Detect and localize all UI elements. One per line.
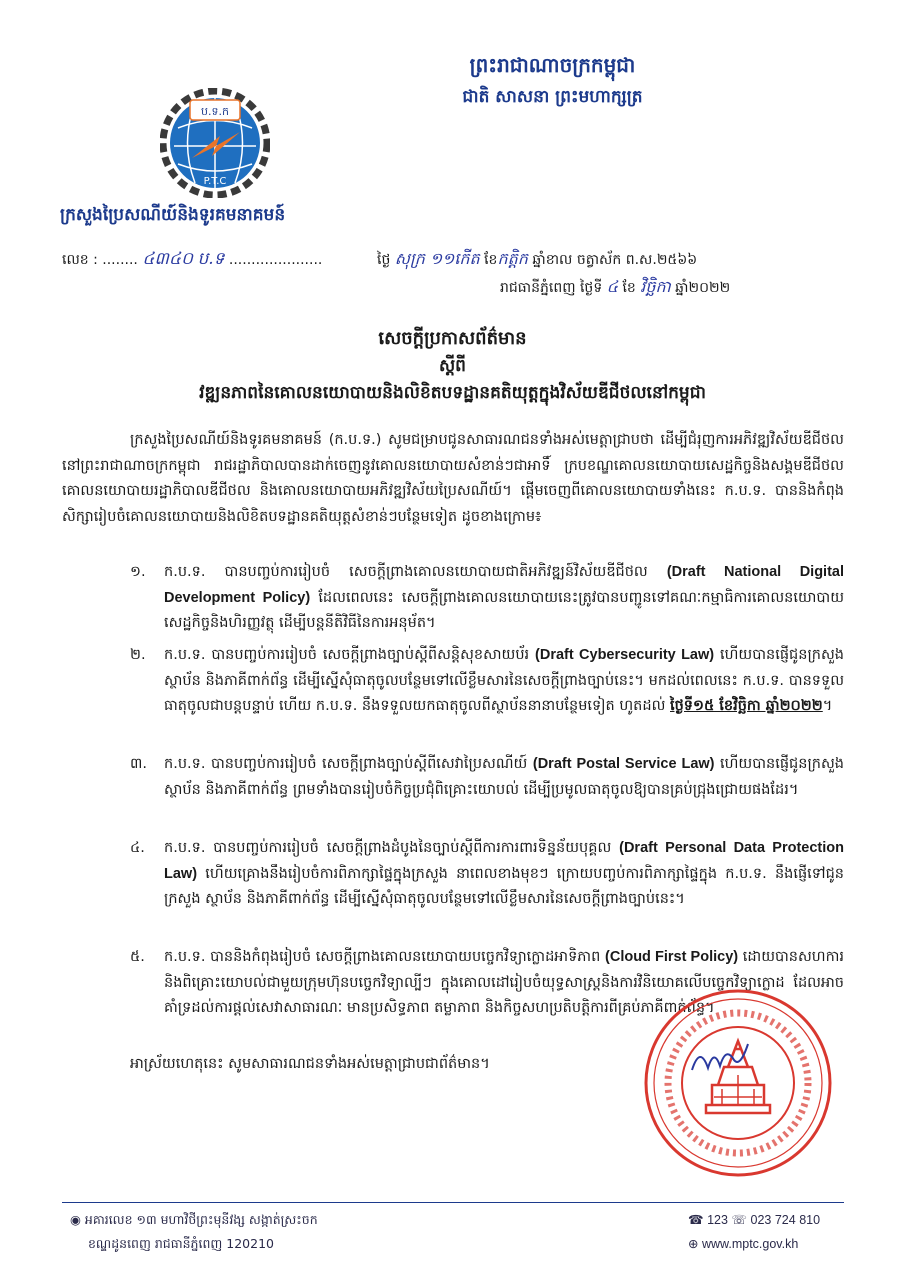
item-number: ២. xyxy=(130,647,146,663)
footer-address-line1 xyxy=(70,1212,318,1231)
lunar-month-label: ខែ xyxy=(484,252,498,268)
item-text-a: ក.ប.ទ. បានបញ្ចប់ការរៀបចំ សេចក្ដីព្រាងដំបូងនៃច្បាប់ស្ដីពីការការពារទិន្នន័យបុគ្គល xyxy=(164,840,612,856)
kingdom-heading: ព្រះរាជាណាចក្រកម្ពុជា xyxy=(469,53,636,77)
footer-phone xyxy=(688,1212,820,1227)
reference-suffix: ប.ទ xyxy=(197,249,225,269)
item-number: ៥. xyxy=(130,949,145,965)
logo-bottom-text: P.T.C xyxy=(203,176,227,187)
footer-address-line2: ខណ្ឌដូនពេញ រាជធានីភ្នំពេញ 120210 xyxy=(88,1236,274,1251)
footer-website[interactable] xyxy=(688,1236,798,1251)
reference-number-line xyxy=(62,248,322,273)
solar-day-handwritten: ៤ xyxy=(606,277,618,296)
ministry-logo xyxy=(160,88,270,198)
reference-label: លេខ : xyxy=(62,252,98,268)
item-english-title: (Cloud First Policy) xyxy=(605,949,739,965)
item-number: ៣. xyxy=(130,756,147,772)
item-text-a: ក.ប.ទ. បានបញ្ចប់ការរៀបចំ សេចក្ដីព្រាងគោលនយោបាយជាតិអភិវឌ្ឍន៍វិស័យឌីជីថល xyxy=(164,564,648,580)
solar-month-handwritten: វិច្ឆិកា xyxy=(640,277,671,296)
signature-mark xyxy=(690,1040,750,1080)
item-english-title: (Draft Cybersecurity Law) xyxy=(535,647,715,663)
location-pin-icon: ◉ xyxy=(70,1212,81,1227)
lunar-day-handwritten: សុក្រ ១១កើត xyxy=(394,249,480,268)
lunar-date-line xyxy=(377,248,697,272)
list-item xyxy=(130,752,844,803)
hotline-icon: ☎ xyxy=(688,1213,704,1227)
document-title: សេចក្ដីប្រកាសព័ត៌មាន xyxy=(378,328,527,349)
deadline-highlight: ថ្ងៃទី១៥ ខែវិច្ឆិកា ឆ្នាំ២០២២ xyxy=(670,698,823,714)
reference-dots: ........ xyxy=(102,252,138,268)
item-text-a: ក.ប.ទ. បានបញ្ចប់ការរៀបចំ សេចក្ដីព្រាងច្បាប់ស្ដីពីសន្តិសុខសាយប័រ xyxy=(164,647,530,663)
official-seal xyxy=(640,985,836,1181)
website-link[interactable]: www.mptc.gov.kh xyxy=(701,1237,799,1251)
national-motto: ជាតិ សាសនា ព្រះមហាក្សត្រ xyxy=(462,87,643,107)
solar-date-prefix: រាជធានីភ្នំពេញ ថ្ងៃទី xyxy=(500,280,603,296)
list-item xyxy=(130,560,844,637)
item-english-title: (Draft Personal Data Protection Law) xyxy=(164,840,844,882)
lunar-day-label: ថ្ងៃ xyxy=(377,252,391,268)
logo-top-text: ប.ទ.ក xyxy=(201,105,229,118)
hotline-number: 123 xyxy=(707,1213,728,1227)
list-item: ២. ក.ប.ទ. បានបញ្ចប់ការរៀបចំ សេចក្ដីព្រាងច្បាប់ស្ដីពីសន្តិសុខសាយប័រ (Draft Cybersecurity Law) ហើយបានផ្ញើជូនក្រសួង ស្ថាប័ន និងភាគីពាក់ព័ន្ធ ដើម្បីស្នើសុំធាតុចូលបន្ថែមទៅលើខ្លឹមសារនៃសេចក្ដីព្រាងច្បាប់នេះ។ មកដល់ពេលនេះ ក.ប.ទ. បានទទួលធាតុចូលជាបន្តបន្ទាប់ ហើយ ក.ប.ទ. នឹងទទួលយកធាតុចូលពីស្ថាប័ននានាបន្ថែមទៀត ហូតដល់ ថ្ងៃទី១៥ ខែវិច្ឆិកា ឆ្នាំ២០២២។ xyxy=(130,643,844,720)
item-english-title: (Draft Postal Service Law) xyxy=(532,756,715,772)
reference-number: ៤៣៤០ xyxy=(142,249,193,269)
item-text-b: ហើយគ្រោងនឹងរៀបចំការពិភាក្សាផ្ទៃក្នុងក្រសួង នាពេលខាងមុខៗ ក្រោយបញ្ចប់ការពិភាក្សាផ្ទៃក្នុង ក.ប.ទ. នឹងផ្ញើទៅជូនក្រសួង ស្ថាប័ន និងភាគីពាក់ព័ន្ធ ដើម្បីស្នើសុំធាតុចូលបន្ថែមទៅលើខ្លឹមសារនៃសេចក្ដីព្រាងច្បាប់នេះ។ xyxy=(164,865,844,907)
item-text-b: ដោយបានសហការនិងពិគ្រោះយោបល់ជាមួយក្រុមហ៊ុនបច្ចេកវិទ្យាល្បីៗ ក្នុងគោលដៅរៀបចំយុទ្ធសាស្ត្រនិងការវិនិយោគលើបច្ចេកវិទ្យាក្លោដ ដែលអាចគាំទ្រដល់ការផ្ដល់សេវាសាធារណៈ មានប្រសិទ្ធភាព តម្លាភាព និងកិច្ចសហប្រតិបត្តិការពីគ្រប់ភាគីពាក់ព័ន្ធ។ xyxy=(164,949,845,1016)
item-text-b: ដែលពេលនេះ សេចក្ដីព្រាងគោលនយោបាយនេះត្រូវបានបញ្ជូនទៅគណៈកម្មាធិការគោលនយោបាយសេដ្ឋកិច្ចនិងហិរញ្ញវត្ថុ ដើម្បីបន្តនីតិវិធីនៃការអនុម័ត។ xyxy=(164,589,844,631)
item-number: ៤. xyxy=(130,840,145,856)
globe-icon: ⊕ xyxy=(688,1237,699,1251)
item-text-b: ហើយបានផ្ញើជូនក្រសួង ស្ថាប័ន និងភាគីពាក់ព័ន្ធ ដើម្បីស្នើសុំធាតុចូលបន្ថែមទៅលើខ្លឹមសារនៃសេចក្ដីព្រាងច្បាប់នេះ។ មកដល់ពេលនេះ ក.ប.ទ. បានទទួលធាតុចូលជាបន្តបន្ទាប់ ហើយ ក.ប.ទ. នឹងទទួលយកធាតុចូលពីស្ថាប័ននានាបន្ថែមទៀត ហូតដល់ xyxy=(164,647,844,714)
closing-statement: អាស្រ័យហេតុនេះ សូមសាធារណជនទាំងអស់មេត្តាជ្រាបជាព័ត៌មាន។ xyxy=(130,1056,490,1072)
lunar-year: ឆ្នាំខាល ចត្វាស័ក ព.ស.២៥៦៦ xyxy=(532,252,698,268)
footer-divider xyxy=(62,1202,844,1203)
item-english-title: (Draft National Digital Development Policy) xyxy=(164,564,845,606)
lunar-month-handwritten: កត្តិក xyxy=(497,249,528,268)
phone-icon: ☏ xyxy=(731,1213,748,1227)
document-subtitle-prefix: ស្ដីពី xyxy=(439,356,466,376)
solar-year: ឆ្នាំ២០២២ xyxy=(675,280,731,296)
item-text-b: ហើយបានផ្ញើជូនក្រសួង ស្ថាប័ន និងភាគីពាក់ព័ន្ធ ព្រមទាំងបានរៀបចំកិច្ចប្រជុំពិគ្រោះយោបល់ ដើម្បីប្រមូលធាតុចូលឱ្យបានគ្រប់ជ្រុងជ្រោយផងដែរ។ xyxy=(164,756,844,798)
solar-month-label: ខែ xyxy=(622,280,636,296)
list-item xyxy=(130,836,844,913)
item-text-a: ក.ប.ទ. បានបញ្ចប់ការរៀបចំ សេចក្ដីព្រាងច្បាប់ស្ដីពីសេវាប្រៃសណីយ៍ xyxy=(164,756,528,772)
reference-dots-after: ..................... xyxy=(228,252,323,268)
ministry-name: ក្រសួងប្រៃសណីយ៍និងទូរគមនាគមន៍ xyxy=(60,205,286,225)
solar-date-line xyxy=(500,276,730,300)
intro-paragraph: ក្រសួងប្រៃសណីយ៍និងទូរគមនាគមន៍ (ក.ប.ទ.) សូមជម្រាបជូនសាធារណជនទាំងអស់មេត្តាជ្រាបថា ដើម្បីជំរុញការអភិវឌ្ឍវិស័យឌីជីថលនៅព្រះរាជាណាចក្រកម្ពុជា រាជរដ្ឋាភិបាលបានដាក់ចេញនូវគោលនយោបាយសំខាន់ៗជាអាទិ៍ ក្របខណ្ឌគោលនយោបាយសេដ្ឋកិច្ចនិងសង្គមឌីជីថល គោលនយោបាយរដ្ឋាភិបាលឌីជីថល និងគោលនយោបាយអភិវឌ្ឍវិស័យប្រៃសណីយ៍។ ផ្ដើមចេញពីគោលនយោបាយទាំងនេះ ក.ប.ទ. បាននិងកំពុងសិក្សារៀបចំគោលនយោបាយនិងលិខិតបទដ្ឋានគតិយុត្តសំខាន់ៗបន្ថែមទៀត ដូចខាងក្រោម៖ xyxy=(62,432,844,525)
address-line1-text: អគារលេខ ១៣ មហាវិថីព្រះមុនីវង្ស សង្កាត់ស្រះចក xyxy=(84,1212,318,1227)
document-subject: វឌ្ឍនភាពនៃគោលនយោបាយនិងលិខិតបទដ្ឋានគតិយុត្តក្នុងវិស័យឌីជីថលនៅកម្ពុជា xyxy=(199,383,706,403)
item-text-a: ក.ប.ទ. បាននិងកំពុងរៀបចំ សេចក្ដីព្រាងគោលនយោបាយបច្ចេកវិទ្យាក្លោដអាទិភាព xyxy=(164,949,601,965)
phone-number: 023 724 810 xyxy=(750,1213,821,1227)
item-number: ១. xyxy=(130,564,146,580)
